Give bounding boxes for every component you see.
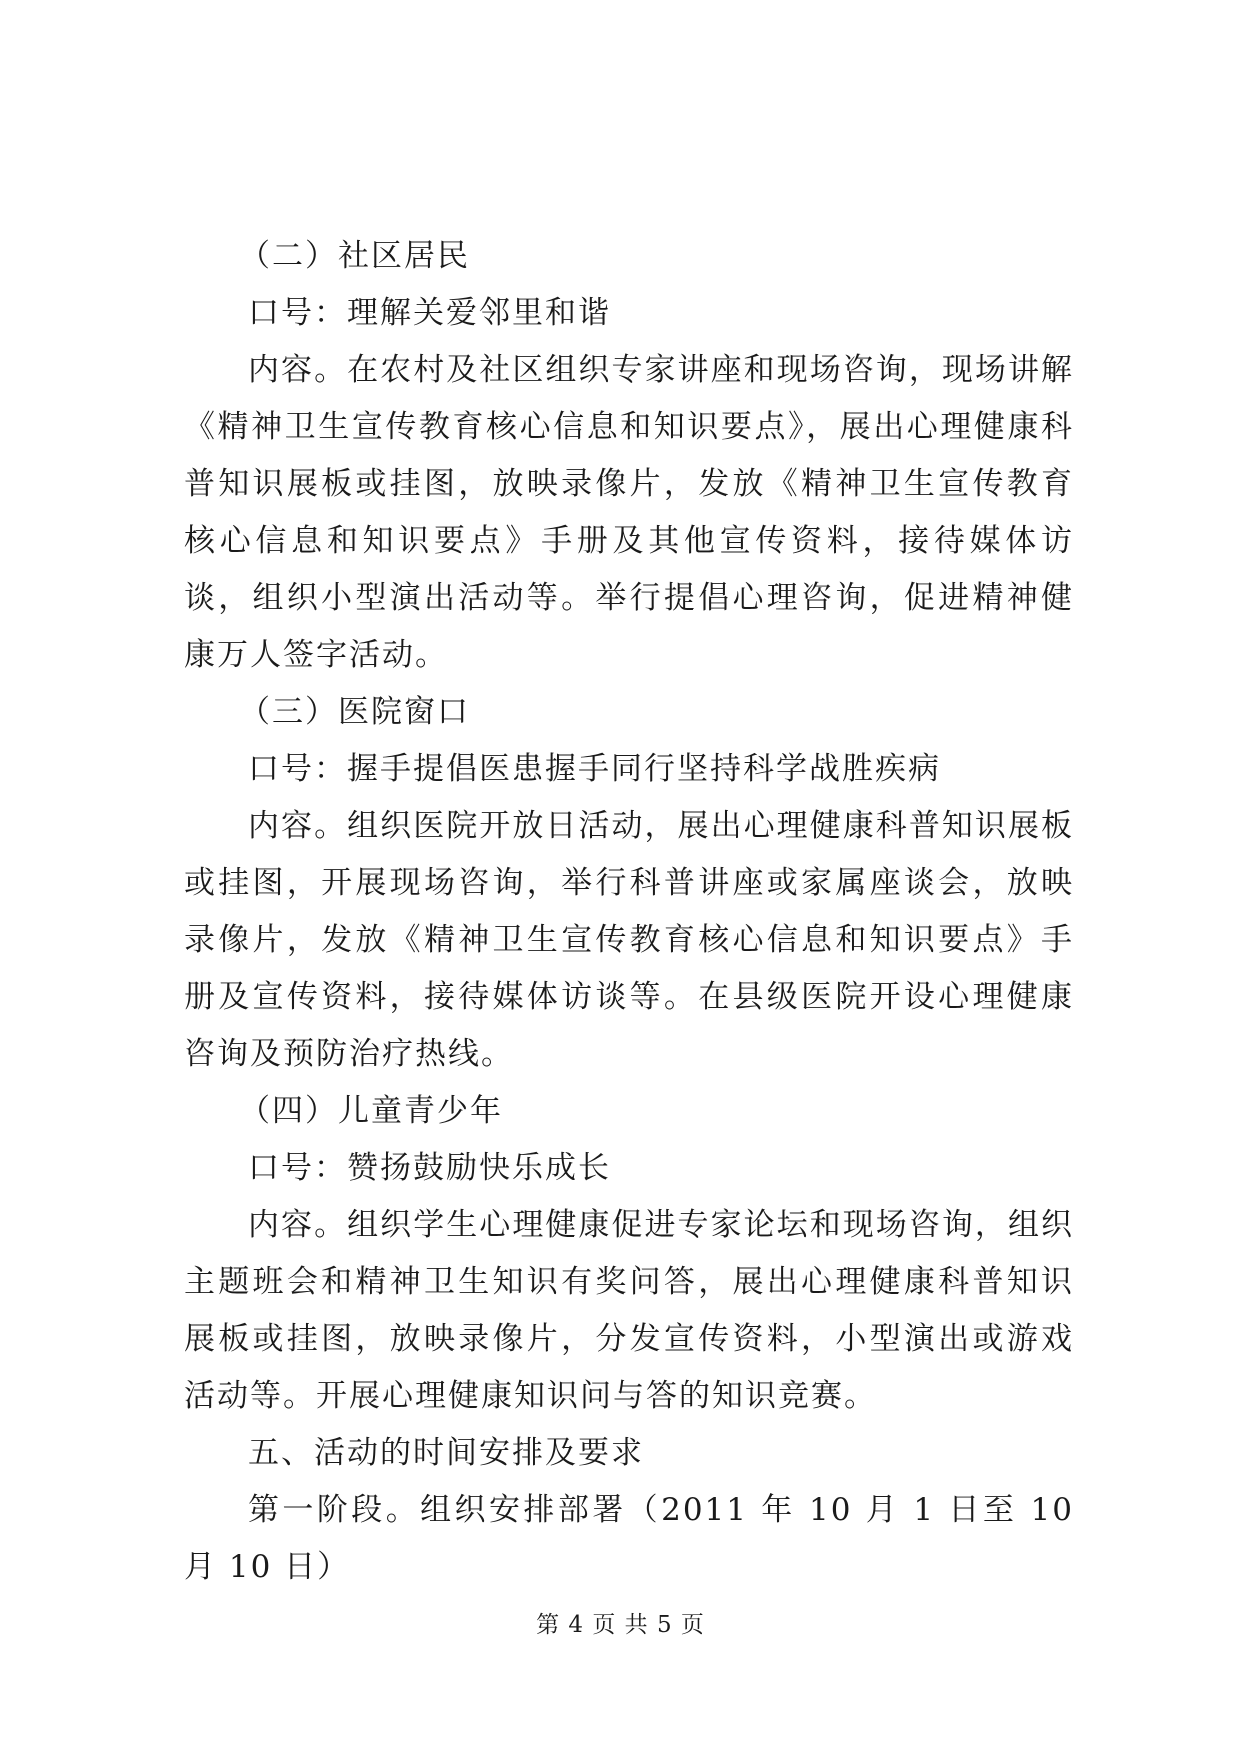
section-heading-community: （二）社区居民	[239, 238, 470, 274]
section-heading-schedule: 五、活动的时间安排及要求	[248, 1435, 644, 1471]
slogan-youth: 口号：赞扬鼓励快乐成长	[248, 1150, 611, 1186]
slogan-community: 口号：理解关爱邻里和谐	[248, 295, 611, 331]
slogan-hospital: 口号：握手提倡医患握手同行坚持科学战胜疾病	[248, 751, 941, 787]
schedule-phase-one: 第一阶段。组织安排部署（2011 年 10 月 1 日至 10 月 10 日）	[184, 1492, 1086, 1585]
content-hospital: 内容。组织医院开放日活动，展出心理健康科普知识展板或挂图，开展现场咨询，举行科普讲座或家属座谈会，放映录像片，发放《精神卫生宣传教育核心信息和知识要点》手册及宣传资料，接待媒体访谈等。在县级医院开设心理健康咨询及预防治疗热线。	[184, 808, 1074, 1072]
section-heading-youth: （四）儿童青少年	[239, 1093, 503, 1129]
content-community: 内容。在农村及社区组织专家讲座和现场咨询，现场讲解《精神卫生宣传教育核心信息和知识要点》，展出心理健康科普知识展板或挂图，放映录像片，发放《精神卫生宣传教育核心信息和知识要点》手册及其他宣传资料，接待媒体访谈，组织小型演出活动等。举行提倡心理咨询，促进精神健康万人签字活动。	[184, 352, 1074, 673]
document-body	[184, 228, 1086, 1596]
content-youth: 内容。组织学生心理健康促进专家论坛和现场咨询，组织主题班会和精神卫生知识有奖问答，展出心理健康科普知识展板或挂图，放映录像片，分发宣传资料，小型演出或游戏活动等。开展心理健康知识问与答的知识竞赛。	[184, 1207, 1074, 1414]
page-number-footer: 第 4 页 共 5 页	[536, 1612, 705, 1638]
section-heading-hospital: （三）医院窗口	[239, 694, 470, 730]
